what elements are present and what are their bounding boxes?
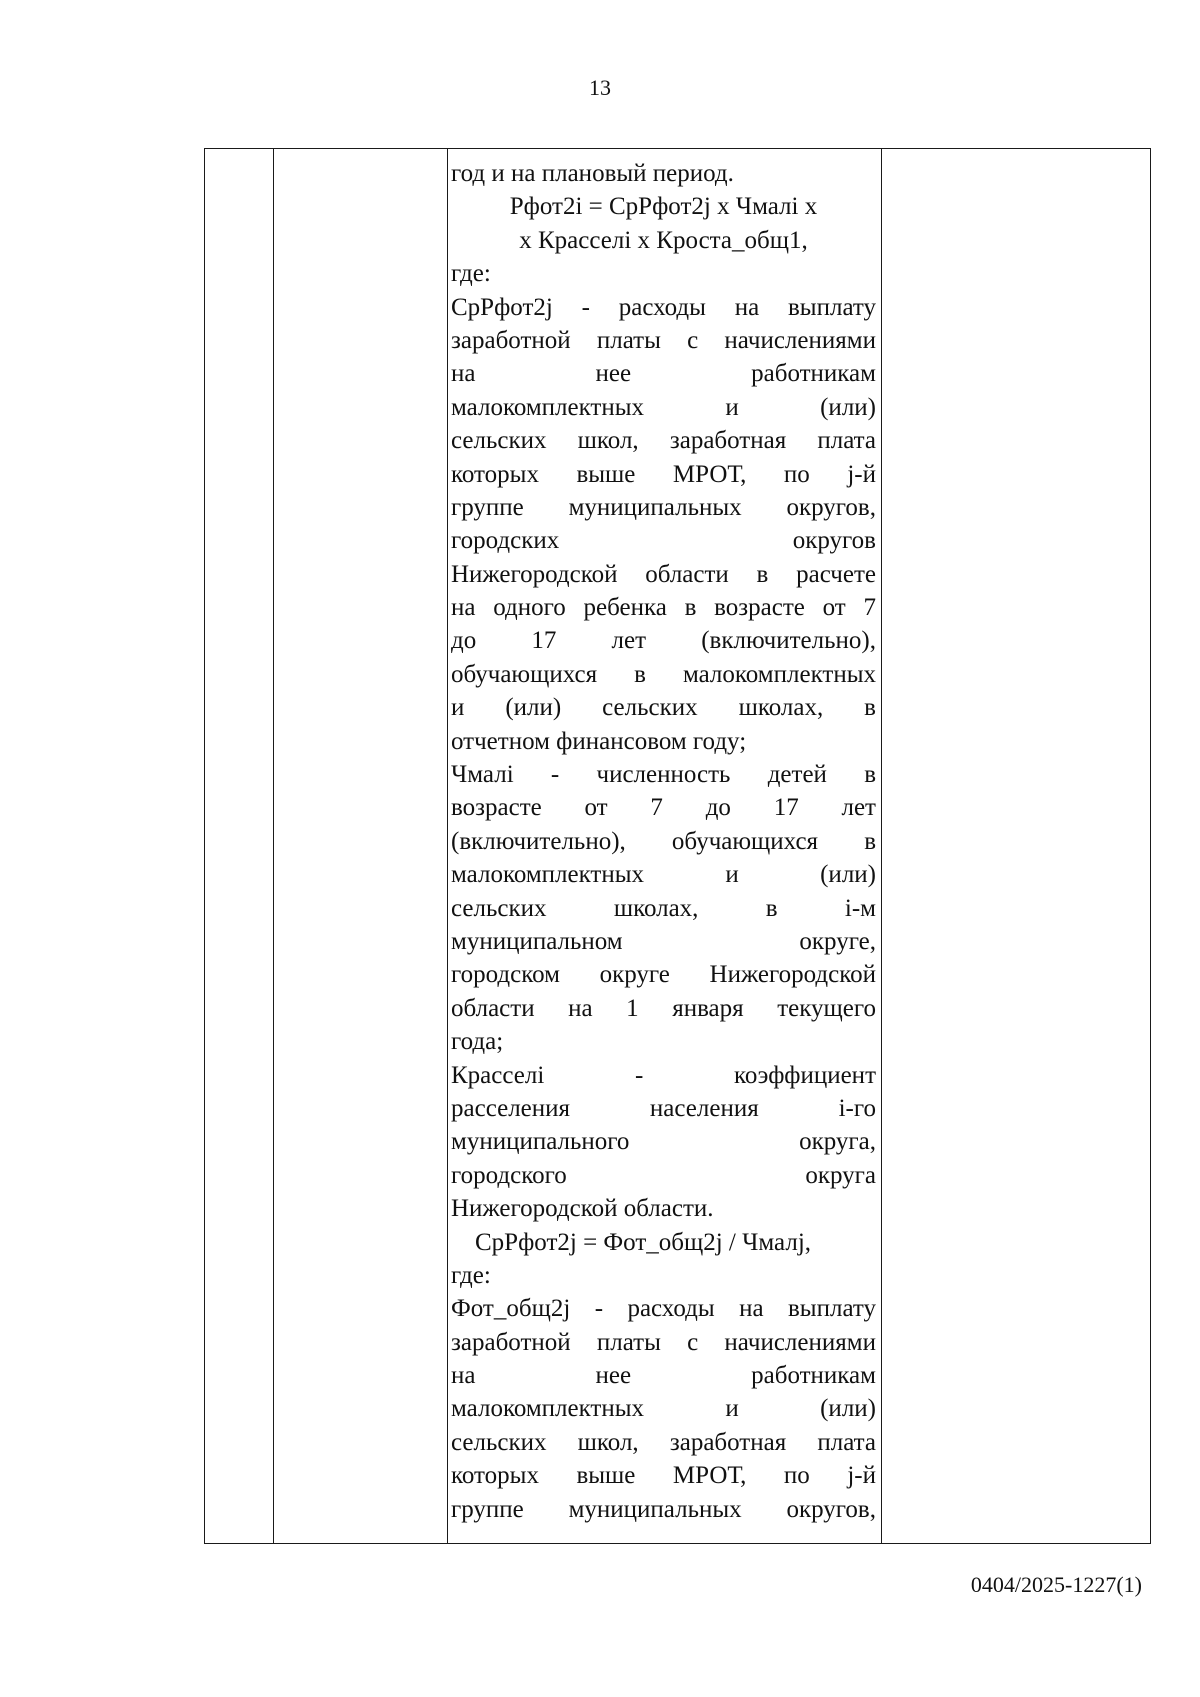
word: по	[783, 1462, 810, 1490]
word: работникам	[751, 360, 876, 388]
word: (включительно),	[701, 627, 876, 655]
text-line	[451, 858, 876, 891]
table-column-divider	[881, 149, 882, 1543]
word: заработной	[451, 326, 571, 354]
word: малокомплектных	[451, 1395, 645, 1423]
word: заработная	[669, 427, 787, 455]
word: i-го	[838, 1094, 876, 1122]
word: (или)	[505, 694, 562, 722]
text-line	[451, 1426, 876, 1459]
word: нее	[595, 360, 632, 388]
word: муниципальных	[568, 1495, 742, 1523]
text-line	[451, 624, 876, 657]
formula-line: x Красселi x Кроста_общ1,	[519, 226, 808, 254]
word: расходы	[627, 1295, 715, 1323]
text-line: где:	[451, 260, 491, 288]
word: округе	[599, 961, 670, 989]
word: СрРфот2j	[451, 293, 553, 321]
text-line	[451, 424, 876, 457]
word: -	[550, 761, 560, 789]
text-line	[451, 291, 876, 324]
word: 7	[863, 594, 876, 622]
word: с	[687, 1328, 699, 1356]
word: -	[594, 1295, 604, 1323]
word: обучающихся	[451, 660, 598, 688]
word: городском	[451, 961, 560, 989]
word: округе,	[799, 927, 876, 955]
word: группе	[451, 493, 524, 521]
word: населения	[649, 1094, 759, 1122]
word: от	[584, 794, 608, 822]
word: платы	[596, 326, 661, 354]
word: детей	[767, 761, 827, 789]
text-line	[451, 1392, 876, 1425]
page-number: 13	[589, 75, 611, 100]
word: 1	[626, 994, 639, 1022]
word: возрасте	[714, 594, 805, 622]
word: расселения	[451, 1094, 571, 1122]
word: заработная	[669, 1428, 787, 1456]
text-line	[451, 791, 876, 824]
word: малокомплектных	[682, 660, 876, 688]
word: (или)	[820, 861, 876, 889]
text-line	[451, 391, 876, 424]
text-line	[451, 591, 876, 624]
word: и	[725, 861, 739, 889]
word: расчете	[796, 560, 876, 588]
word: школах,	[738, 694, 824, 722]
text-line	[451, 825, 876, 858]
word: МРОТ,	[672, 460, 747, 488]
word: ребенка	[583, 594, 667, 622]
word: текущего	[777, 994, 876, 1022]
word: Фот_общ2j	[451, 1295, 571, 1323]
text-line	[451, 758, 876, 791]
word: области	[451, 994, 535, 1022]
word: и	[451, 694, 465, 722]
document-code: 0404/2025-1227(1)	[970, 1572, 1142, 1597]
word: муниципальных	[568, 493, 742, 521]
word: по	[783, 460, 810, 488]
word: заработной	[451, 1328, 571, 1356]
word: платы	[596, 1328, 661, 1356]
word: от	[822, 594, 846, 622]
word: 17	[531, 627, 557, 655]
word: группе	[451, 1495, 524, 1523]
word: одного	[493, 594, 566, 622]
word: муниципальном	[451, 927, 623, 955]
word: Чмалi	[451, 761, 514, 789]
text-line	[451, 1159, 876, 1192]
word: -	[634, 1061, 644, 1089]
word: на	[451, 594, 476, 622]
text-line	[451, 925, 876, 958]
formula-line: Рфот2i = СрРфот2j x Чмалi x	[509, 193, 818, 221]
text-line	[451, 458, 876, 491]
word: выплату	[787, 293, 876, 321]
word: в	[634, 660, 646, 688]
formula-line: СрРфот2j = Фот_общ2j / Чмалj,	[475, 1228, 812, 1256]
word: на	[451, 1362, 476, 1390]
word: выше	[576, 1462, 636, 1490]
text-line: год и на плановый период.	[451, 160, 734, 187]
word: нее	[595, 1362, 632, 1390]
word: сельских	[602, 694, 698, 722]
word: коэффициент	[733, 1061, 876, 1089]
word: сельских	[451, 894, 547, 922]
text-line: года;	[451, 1028, 504, 1056]
word: на	[739, 1295, 764, 1323]
word: в	[684, 594, 697, 622]
word: школах,	[613, 894, 699, 922]
text-line	[451, 1493, 876, 1526]
word: на	[734, 293, 760, 321]
word: школ,	[577, 1428, 639, 1456]
text-line	[451, 1125, 876, 1158]
word: лет	[841, 794, 876, 822]
word: округов,	[786, 493, 876, 521]
word: с	[687, 326, 699, 354]
word: Красселi	[451, 1061, 545, 1089]
word: в	[864, 761, 876, 789]
word: на	[451, 360, 476, 388]
word: в	[765, 894, 778, 922]
word: обучающихся	[671, 827, 819, 855]
word: плата	[817, 1428, 876, 1456]
word: января	[672, 994, 744, 1022]
text-line	[451, 1292, 876, 1325]
text-line	[451, 491, 876, 524]
text-line	[451, 1092, 876, 1125]
text-line	[451, 658, 876, 691]
word: плата	[817, 427, 876, 455]
text-line	[451, 1059, 876, 1092]
word: округов	[792, 527, 876, 555]
word: в	[756, 560, 769, 588]
word: расходы	[618, 293, 706, 321]
word: (или)	[820, 393, 876, 421]
text-line	[451, 524, 876, 557]
word: в	[864, 827, 876, 855]
word: численность	[596, 761, 731, 789]
word: i-м	[844, 894, 876, 922]
word: и	[725, 393, 739, 421]
text-line	[451, 324, 876, 357]
word: Нижегородской	[709, 961, 876, 989]
word: до	[705, 794, 731, 822]
text-line: где:	[451, 1261, 491, 1289]
word: в	[864, 694, 876, 722]
text-line	[451, 1326, 876, 1359]
word: сельских	[451, 427, 547, 455]
text-line	[451, 691, 876, 724]
word: области	[645, 560, 729, 588]
word: начислениями	[724, 1328, 876, 1356]
text-line: Нижегородской области.	[451, 1195, 714, 1223]
text-line	[451, 1359, 876, 1392]
table-text-cell	[451, 157, 876, 1526]
text-line	[451, 357, 876, 390]
word: на	[568, 994, 593, 1022]
word: Нижегородской	[451, 560, 618, 588]
word: которых	[451, 1462, 539, 1490]
word: городских	[451, 527, 560, 555]
word: 7	[650, 794, 663, 822]
word: и	[725, 1395, 739, 1423]
word: (или)	[820, 1395, 876, 1423]
text-line	[451, 1459, 876, 1492]
word: сельских	[451, 1428, 547, 1456]
word: МРОТ,	[672, 1462, 747, 1490]
document-table	[204, 148, 1151, 1544]
word: округа	[805, 1161, 876, 1189]
text-line: отчетном финансовом году;	[451, 727, 747, 755]
word: муниципального	[451, 1128, 630, 1156]
word: (включительно),	[451, 827, 626, 855]
word: до	[451, 627, 477, 655]
word: j-й	[847, 460, 876, 488]
word: j-й	[847, 1462, 876, 1490]
word: округа,	[799, 1128, 876, 1156]
table-column-divider	[447, 149, 448, 1543]
word: возрасте	[451, 794, 542, 822]
word: работникам	[751, 1362, 876, 1390]
word: лет	[611, 627, 647, 655]
table-column-divider	[273, 149, 274, 1543]
text-line	[451, 558, 876, 591]
word: округов,	[786, 1495, 876, 1523]
word: -	[581, 293, 590, 321]
word: выше	[576, 460, 636, 488]
word: школ,	[577, 427, 639, 455]
word: которых	[451, 460, 539, 488]
word: выплату	[787, 1295, 876, 1323]
word: начислениями	[724, 326, 876, 354]
text-line	[451, 992, 876, 1025]
text-line	[451, 892, 876, 925]
text-line	[451, 958, 876, 991]
word: малокомплектных	[451, 861, 645, 889]
word: малокомплектных	[451, 393, 645, 421]
word: городского	[451, 1161, 567, 1189]
word: 17	[773, 794, 799, 822]
